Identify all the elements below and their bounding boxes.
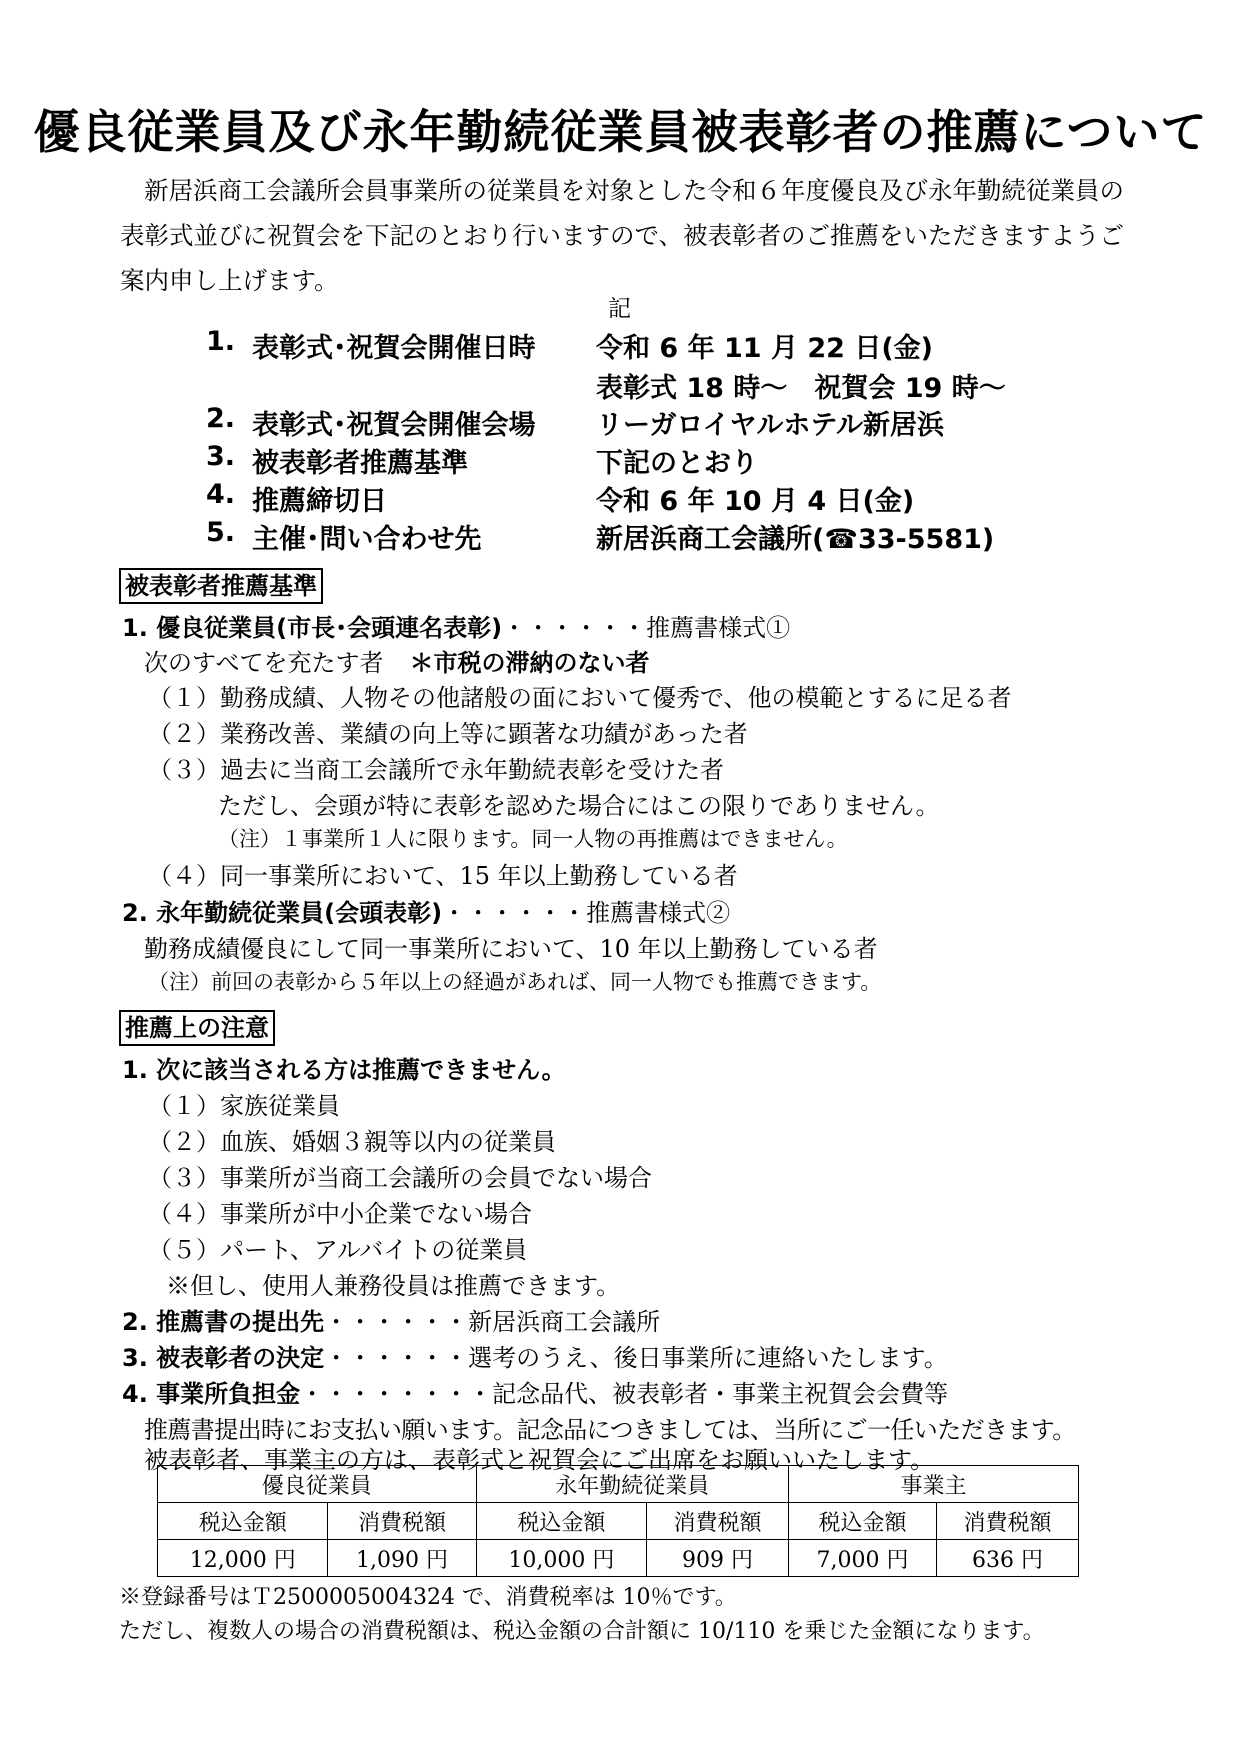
criteria-heading: 被表彰者推薦基準 bbox=[119, 568, 323, 604]
notes-n1-item-2: （２）血族、婚姻３親等以内の従業員 bbox=[148, 1128, 556, 1156]
item-2-value: リーガロイヤルホテル新居浜 bbox=[596, 410, 945, 441]
item-4-label: 推薦締切日 bbox=[252, 486, 387, 517]
item-1-value: 令和 6 年 11 月 22 日(金) bbox=[596, 333, 934, 364]
criteria-s2-title: 2. 永年勤続従業員(会頭表彰) bbox=[122, 899, 443, 927]
notes-n4-line bbox=[122, 1374, 948, 1409]
criteria-s1-lead-line bbox=[144, 643, 650, 678]
fee-value: 12,000 円 bbox=[158, 1540, 328, 1577]
criteria-s2-lead: 勤務成績優良にして同一事業所において、10 年以上勤務している者 bbox=[144, 935, 878, 963]
item-4-value: 令和 6 年 10 月 4 日(金) bbox=[596, 486, 915, 517]
criteria-s2-note: （注）前回の表彰から５年以上の経過があれば、同一人物でも推薦できます。 bbox=[148, 970, 882, 994]
fee-table-group-row bbox=[158, 1466, 1079, 1503]
notes-n3-rest: ・・・・・・選考のうえ、後日事業所に連絡いたします。 bbox=[324, 1344, 948, 1372]
fee-table-value-row bbox=[158, 1540, 1079, 1577]
ki-marker: 記 bbox=[608, 296, 631, 322]
item-2-label: 表彰式･祝賀会開催会場 bbox=[252, 410, 536, 441]
notes-n4-line-2: 推薦書提出時にお支払い願います。記念品につきましては、当所にご一任いただきます。 bbox=[144, 1416, 1076, 1444]
notes-n2-title: 2. 推薦書の提出先 bbox=[122, 1308, 325, 1336]
item-1-number: 1. bbox=[206, 326, 236, 357]
fee-subheader: 消費税額 bbox=[328, 1503, 476, 1540]
fee-value: 909 円 bbox=[647, 1540, 789, 1577]
item-1-label: 表彰式･祝賀会開催日時 bbox=[252, 333, 536, 364]
criteria-s2-form: ・・・・・・推薦書様式② bbox=[442, 899, 731, 927]
fee-value: 7,000 円 bbox=[788, 1540, 936, 1577]
fee-group-excellent: 優良従業員 bbox=[158, 1466, 477, 1503]
item-5-number: 5. bbox=[206, 517, 236, 548]
notes-n4-rest: ・・・・・・・・記念品代、被表彰者・事業主祝賀会会費等 bbox=[300, 1380, 949, 1408]
notes-n3-line bbox=[122, 1338, 948, 1373]
item-5-label: 主催･問い合わせ先 bbox=[252, 524, 482, 555]
fee-table bbox=[157, 1465, 1079, 1577]
criteria-s1-form: ・・・・・・推薦書様式① bbox=[502, 614, 791, 642]
fee-subheader: 税込金額 bbox=[158, 1503, 328, 1540]
criteria-s1-item-2: （２）業務改善、業績の向上等に顕著な功績があった者 bbox=[148, 720, 748, 748]
notes-n2-line bbox=[122, 1302, 660, 1337]
fee-value: 10,000 円 bbox=[476, 1540, 646, 1577]
item-5-value: 新居浜商工会議所(☎33-5581) bbox=[596, 524, 995, 555]
item-3-label: 被表彰者推薦基準 bbox=[252, 448, 468, 479]
item-2-number: 2. bbox=[206, 403, 236, 434]
notes-n1-item-3: （３）事業所が当商工会議所の会員でない場合 bbox=[148, 1164, 652, 1192]
fee-value: 636 円 bbox=[937, 1540, 1079, 1577]
fee-subheader: 消費税額 bbox=[647, 1503, 789, 1540]
notes-n1-item-1: （１）家族従業員 bbox=[148, 1092, 340, 1120]
criteria-s1-lead-bold: ＊市税の滞納のない者 bbox=[409, 649, 650, 677]
item-1-value-times: 表彰式 18 時～ 祝賀会 19 時～ bbox=[596, 373, 1006, 404]
item-3-value: 下記のとおり bbox=[596, 448, 758, 479]
notes-n1-item-5: （５）パート、アルバイトの従業員 bbox=[148, 1236, 528, 1264]
notes-n1-title: 1. 次に該当される方は推薦できません。 bbox=[122, 1056, 566, 1084]
criteria-s2-title-line bbox=[122, 893, 730, 928]
item-3-number: 3. bbox=[206, 441, 236, 472]
fee-group-owner: 事業主 bbox=[788, 1466, 1078, 1503]
fee-group-long-service: 永年勤続従業員 bbox=[476, 1466, 788, 1503]
fee-table-subheader-row bbox=[158, 1503, 1079, 1540]
intro-paragraph: 新居浜商工会議所会員事業所の従業員を対象とした令和６年度優良及び永年勤続従業員の表彰式並びに祝賀会を下記のとおり行いますので、被表彰者のご推薦をいただきますようご案内申し上げます。 bbox=[120, 176, 1125, 295]
notes-n2-rest: ・・・・・・新居浜商工会議所 bbox=[324, 1308, 661, 1336]
criteria-s1-note-b: （注）１事業所１人に限ります。同一人物の再推薦はできません。 bbox=[218, 827, 848, 851]
criteria-s1-lead: 次のすべてを充たす者 bbox=[144, 649, 384, 677]
notes-n3-title: 3. 被表彰者の決定 bbox=[122, 1344, 325, 1372]
footer-line-1: ※登録番号はＴ2500005004324 で、消費税率は 10％です。 bbox=[119, 1585, 737, 1610]
criteria-s1-item-3: （３）過去に当商工会議所で永年勤続表彰を受けた者 bbox=[148, 756, 724, 784]
criteria-s1-title-line bbox=[122, 608, 790, 643]
notes-heading: 推薦上の注意 bbox=[119, 1010, 275, 1046]
footer-line-2: ただし、複数人の場合の消費税額は、税込金額の合計額に 10/110 を乗じた金額になります。 bbox=[119, 1619, 1045, 1644]
criteria-s1-item-1: （１）勤務成績、人物その他諸般の面において優秀で、他の模範とするに足る者 bbox=[148, 684, 1012, 712]
fee-subheader: 税込金額 bbox=[476, 1503, 646, 1540]
notes-n1-note: ※但し、使用人兼務役員は推薦できます。 bbox=[166, 1272, 621, 1300]
criteria-s1-note-a: ただし、会頭が特に表彰を認めた場合にはこの限りでありません。 bbox=[218, 792, 940, 820]
fee-subheader: 税込金額 bbox=[788, 1503, 936, 1540]
page-title: 優良従業員及び永年勤続従業員被表彰者の推薦について bbox=[33, 105, 1208, 159]
criteria-s1-title: 1. 優良従業員(市長･会頭連名表彰) bbox=[122, 614, 503, 642]
criteria-s1-item-4: （４）同一事業所において、15 年以上勤務している者 bbox=[148, 862, 738, 890]
notes-n1-item-4: （４）事業所が中小企業でない場合 bbox=[148, 1200, 532, 1228]
notes-n4-title: 4. 事業所負担金 bbox=[122, 1380, 301, 1408]
notes-n4-line-3: 被表彰者、事業主の方は、表彰式と祝賀会にご出席をお願いいたします。 bbox=[144, 1446, 935, 1474]
fee-value: 1,090 円 bbox=[328, 1540, 476, 1577]
fee-subheader: 消費税額 bbox=[937, 1503, 1079, 1540]
item-4-number: 4. bbox=[206, 479, 236, 510]
